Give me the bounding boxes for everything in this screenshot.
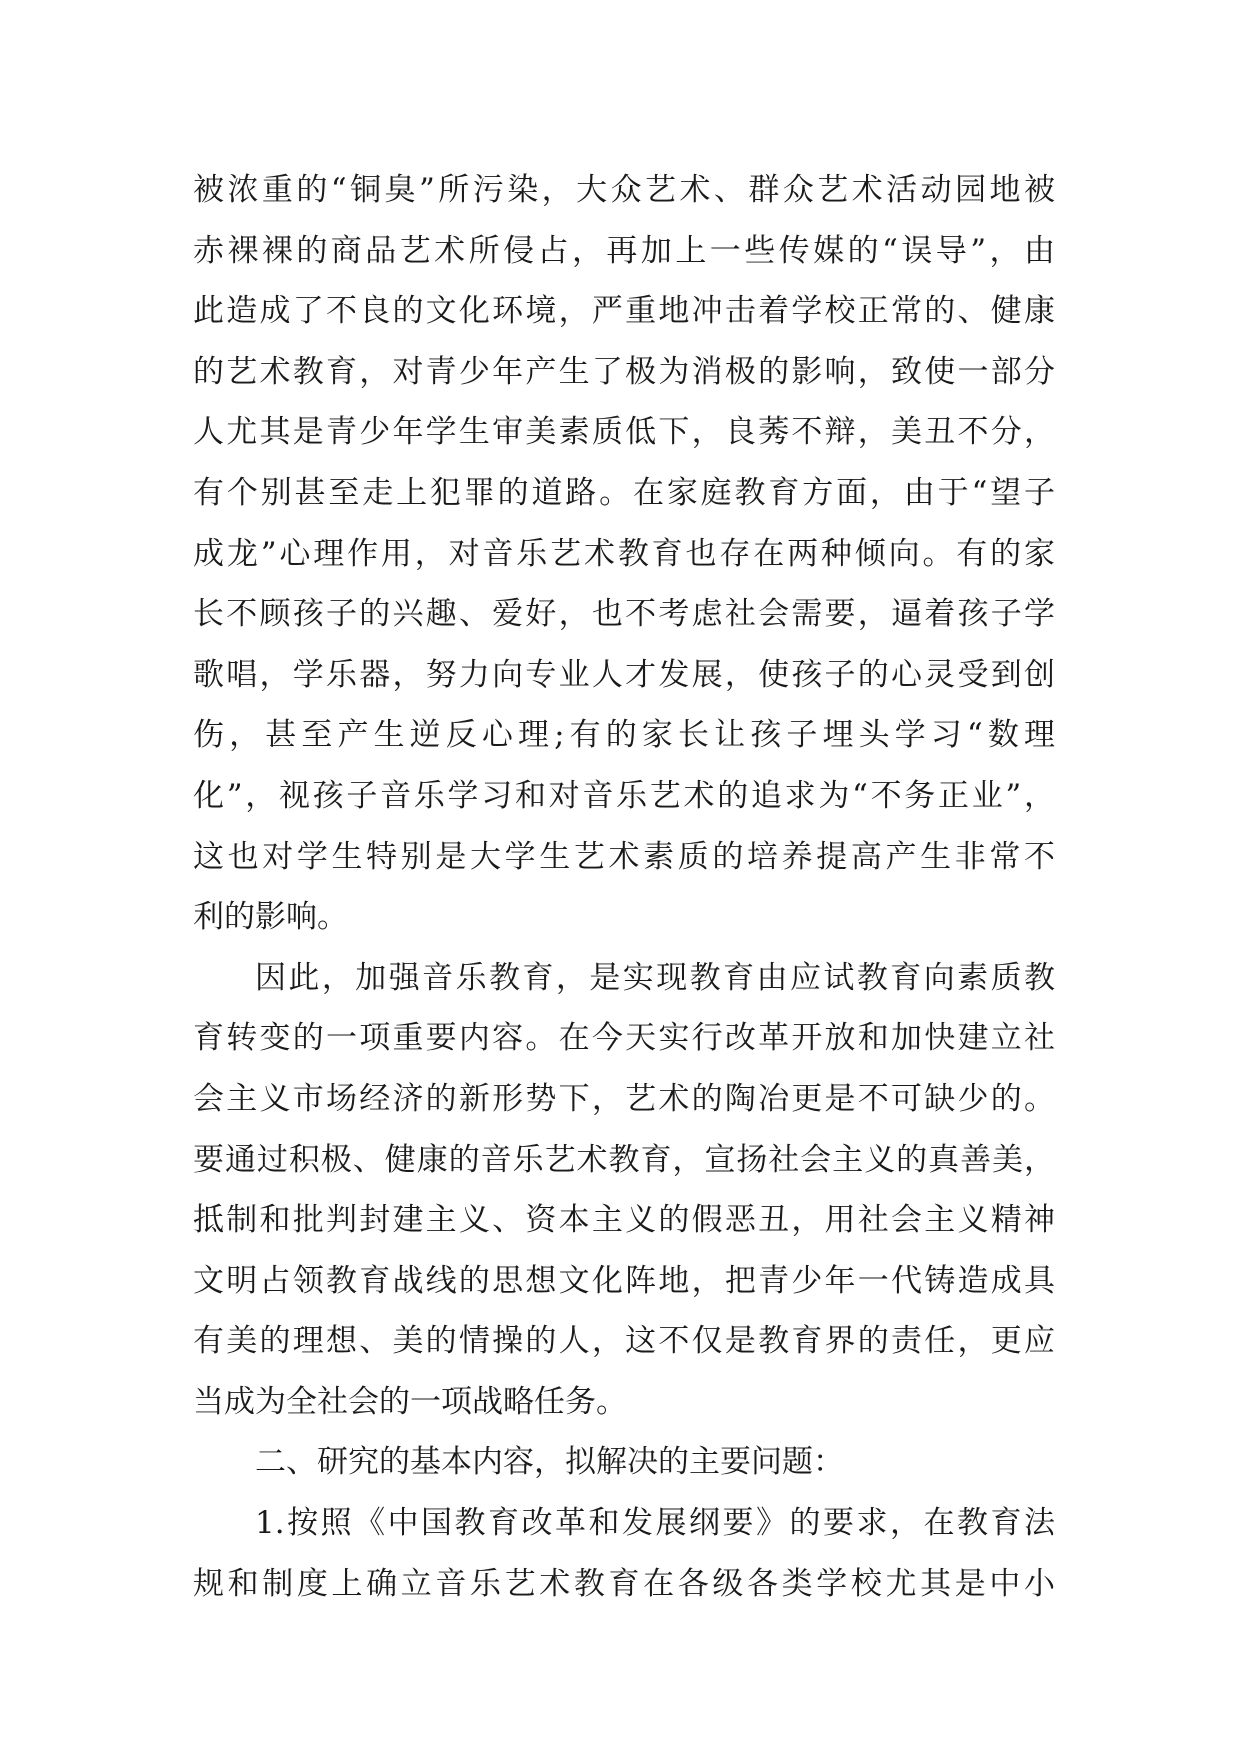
text-line: 有个别甚至走上犯罪的道路。在家庭教育方面，由于“望子 [193,474,1055,511]
text-line: 被浓重的“铜臭”所污染，大众艺术、群众艺术活动园地被 [193,172,1055,208]
text-line: 会主义市场经济的新形势下，艺术的陶冶更是不可缺少的。 [193,1080,1055,1117]
text-line: 此造成了不良的文化环境，严重地冲击着学校正常的、健康 [193,293,1055,330]
text-line: 化”，视孩子音乐学习和对音乐艺术的追求为“不务正业”， [193,777,1055,814]
text-line: 有美的理想、美的情操的人，这不仅是教育界的责任，更应 [193,1323,1055,1360]
text-line: 要通过积极、健康的音乐艺术教育，宣扬社会主义的真善美， [193,1141,1055,1178]
text-line: 这也对学生特别是大学生艺术素质的培养提高产生非常不 [193,838,1055,875]
text-line: 歌唱，学乐器，努力向专业人才发展，使孩子的心灵受到创 [193,656,1055,693]
text-line: 当成为全社会的一项战略任务。 [193,1383,627,1420]
text-line: 二、研究的基本内容，拟解决的主要问题： [255,1444,844,1481]
text-line: 因此，加强音乐教育，是实现教育由应试教育向素质教 [255,959,1055,996]
text-line: 文明占领教育战线的思想文化阵地，把青少年一代铸造成具 [193,1262,1055,1299]
text-line: 赤裸裸的商品艺术所侵占，再加上一些传媒的“误导”，由 [193,232,1055,269]
text-line: 人尤其是青少年学生审美素质低下，良莠不辩，美丑不分， [193,414,1055,451]
text-line: 的艺术教育，对青少年产生了极为消极的影响，致使一部分 [193,353,1055,390]
text-line: 1.按照《中国教育改革和发展纲要》的要求，在教育法 [255,1505,1055,1542]
text-line: 育转变的一项重要内容。在今天实行改革开放和加快建立社 [193,1020,1055,1057]
text-line: 抵制和批判封建主义、资本主义的假恶丑，用社会主义精神 [193,1202,1055,1239]
text-line: 成龙”心理作用，对音乐艺术教育也存在两种倾向。有的家 [193,535,1055,572]
text-line: 规和制度上确立音乐艺术教育在各级各类学校尤其是中小 [193,1565,1055,1602]
document-body [193,160,1055,1614]
text-line: 利的影响。 [193,899,348,936]
text-line: 长不顾孩子的兴趣、爱好，也不考虑社会需要，逼着孩子学 [193,596,1055,633]
text-line: 伤，甚至产生逆反心理;有的家长让孩子埋头学习“数理 [193,717,1055,754]
